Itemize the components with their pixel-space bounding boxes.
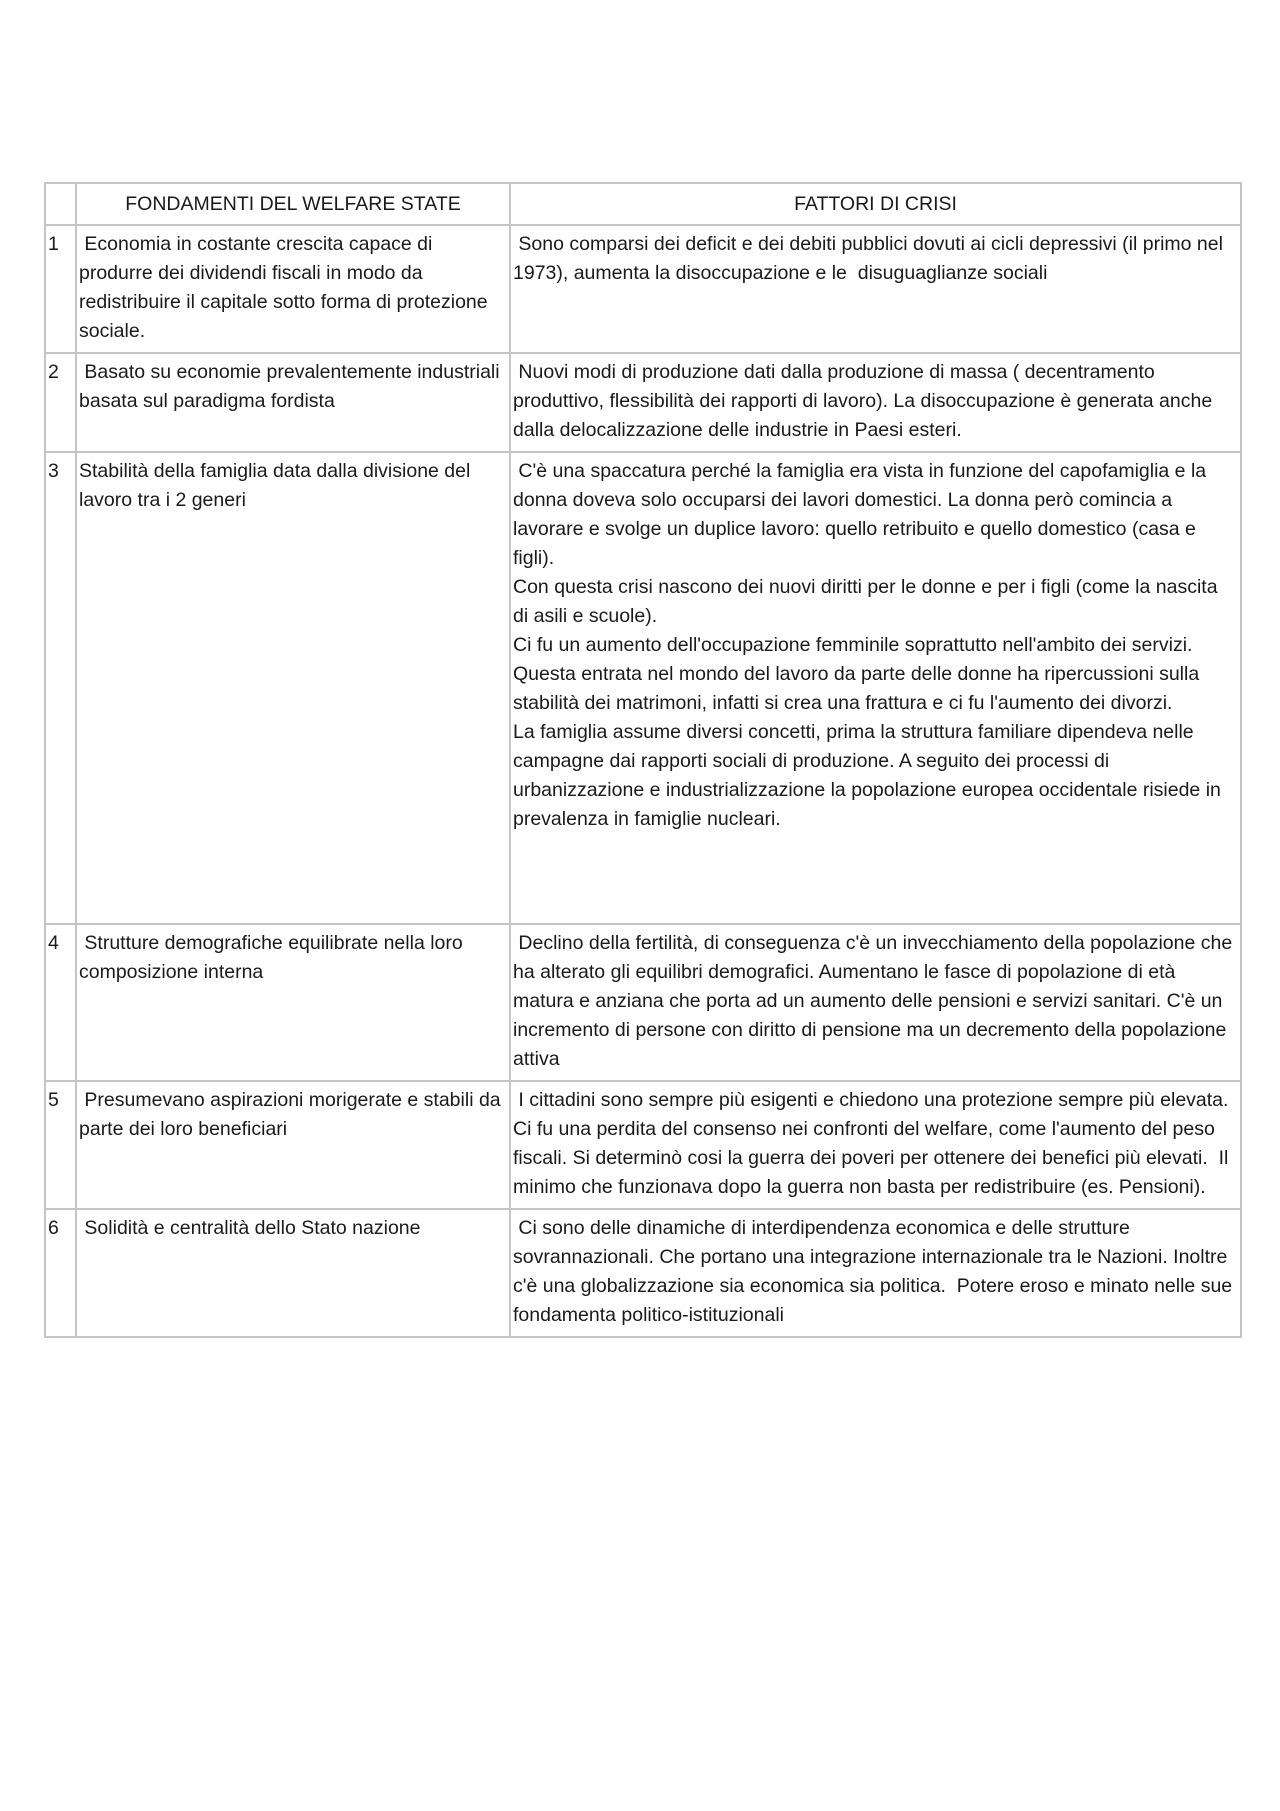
foundation-cell: Stabilità della famiglia data dalla divisione del lavoro tra i 2 generi [76,452,510,924]
row-number: 1 [45,225,76,353]
foundation-cell: Strutture demografiche equilibrate nella loro composizione interna [76,924,510,1081]
table-row [45,1081,1241,1209]
row-number: 3 [45,452,76,924]
table-row [45,1209,1241,1337]
crisis-cell: I cittadini sono sempre più esigenti e chiedono una protezione sempre più elevata. Ci fu una perdita del consenso nei confronti del welfare, come l'aumento del peso fiscali. Si determinò cosi la guerra dei poveri per ottenere dei benefici più elevati. Il minimo che funzionava dopo la guerra non basta per redistribuire (es. Pensioni). [510,1081,1241,1209]
welfare-state-table [44,182,1242,1338]
table-row [45,353,1241,452]
header-crisis-factors: FATTORI DI CRISI [510,183,1241,225]
row-number: 5 [45,1081,76,1209]
header-number-cell [45,183,76,225]
crisis-cell: Declino della fertilità, di conseguenza c'è un invecchiamento della popolazione che ha alterato gli equilibri demografici. Aumentano le fasce di popolazione di età matura e anziana che porta ad un aumento delle pensioni e servizi sanitari. C'è un incremento di persone con diritto di pensione ma un decremento della popolazione attiva [510,924,1241,1081]
table-row [45,225,1241,353]
row-number: 4 [45,924,76,1081]
crisis-cell: Sono comparsi dei deficit e dei debiti pubblici dovuti ai cicli depressivi (il primo nel 1973), aumenta la disoccupazione e le disuguaglianze sociali [510,225,1241,353]
foundation-cell: Presumevano aspirazioni morigerate e stabili da parte dei loro beneficiari [76,1081,510,1209]
crisis-cell: Ci sono delle dinamiche di interdipendenza economica e delle strutture sovrannazionali. Che portano una integrazione internazionale tra le Nazioni. Inoltre c'è una globalizzazione sia economica sia politica. Potere eroso e minato nelle sue fondamenta politico-istituzionali [510,1209,1241,1337]
row-number: 6 [45,1209,76,1337]
crisis-cell: Nuovi modi di produzione dati dalla produzione di massa ( decentramento produttivo, flessibilità dei rapporti di lavoro). La disoccupazione è generata anche dalla delocalizzazione delle industrie in Paesi esteri. [510,353,1241,452]
foundation-cell: Solidità e centralità dello Stato nazione [76,1209,510,1337]
table-header-row [45,183,1241,225]
header-foundations: FONDAMENTI DEL WELFARE STATE [76,183,510,225]
foundation-cell: Basato su economie prevalentemente industriali basata sul paradigma fordista [76,353,510,452]
foundation-cell: Economia in costante crescita capace di produrre dei dividendi fiscali in modo da redistribuire il capitale sotto forma di protezione sociale. [76,225,510,353]
crisis-cell: C'è una spaccatura perché la famiglia era vista in funzione del capofamiglia e la donna doveva solo occuparsi dei lavori domestici. La donna però comincia a lavorare e svolge un duplice lavoro: quello retribuito e quello domestico (casa e figli). Con questa crisi nascono dei nuovi diritti per le donne e per i figli (come la nascita di asili e scuole). Ci fu un aumento dell'occupazione femminile soprattutto nell'ambito dei servizi. Questa entrata nel mondo del lavoro da parte delle donne ha ripercussioni sulla stabilità dei matrimoni, infatti si crea una frattura e ci fu l'aumento dei divorzi. La famiglia assume diversi concetti, prima la struttura familiare dipendeva nelle campagne dai rapporti sociali di produzione. A seguito dei processi di urbanizzazione e industrializzazione la popolazione europea occidentale risiede in prevalenza in famiglie nucleari. [510,452,1241,924]
row-number: 2 [45,353,76,452]
table-row [45,924,1241,1081]
table-row [45,452,1241,924]
